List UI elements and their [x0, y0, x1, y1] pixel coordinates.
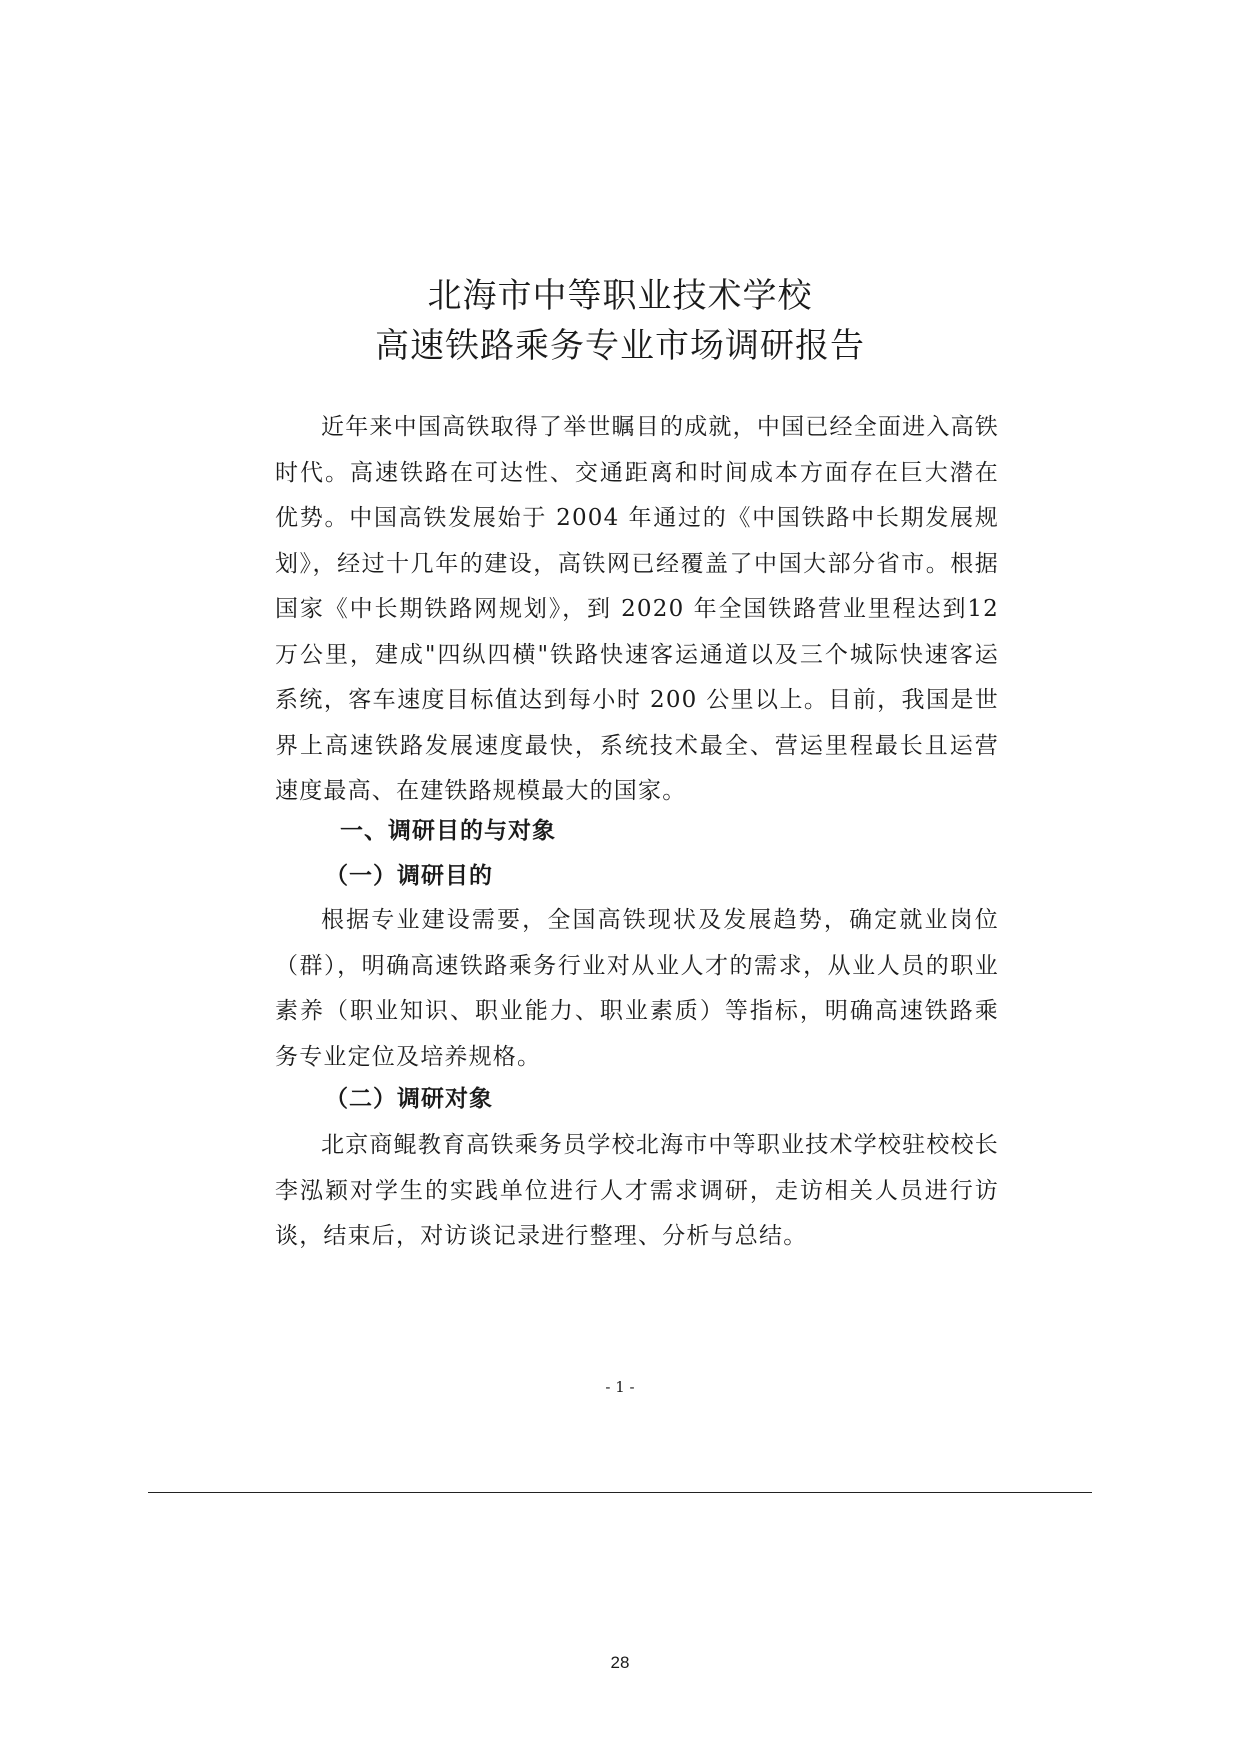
- purpose-paragraph: 根据专业建设需要，全国高铁现状及发展趋势，确定就业岗位（群），明确高速铁路乘务行业对从业人才的需求，从业人员的职业素养（职业知识、职业能力、职业素质）等指标，明确高速铁路乘务专业定位及培养规格。: [275, 907, 999, 1070]
- title-line-2: 高速铁路乘务专业市场调研报告: [375, 326, 865, 366]
- title-line-1: 北海市中等职业技术学校: [427, 276, 813, 316]
- page-divider: [148, 1492, 1092, 1493]
- section-1-heading: 一、调研目的与对象: [340, 818, 556, 844]
- outer-page-number: 28: [610, 1653, 630, 1672]
- inner-page-number: - 1 -: [605, 1378, 635, 1396]
- subsection-1-heading: （一）调研目的: [325, 863, 493, 889]
- subsection-2-heading: （二）调研对象: [325, 1086, 493, 1112]
- object-paragraph: 北京商鲲教育高铁乘务员学校北海市中等职业技术学校驻校校长李泓颖对学生的实践单位进行人才需求调研，走访相关人员进行访谈，结束后，对访谈记录进行整理、分析与总结。: [275, 1132, 999, 1249]
- intro-paragraph: 近年来中国高铁取得了举世瞩目的成就，中国已经全面进入高铁时代。高速铁路在可达性、交通距离和时间成本方面存在巨大潜在优势。中国高铁发展始于 2004 年通过的《中国铁路中长期发展规划》，经过十几年的建设，高铁网已经覆盖了中国大部分省市。根据国家《中长期铁路网规划》，到 2020 年全国铁路营业里程达到12万公里，建成"四纵四横"铁路快速客运通道以及三个城际快速客运系统，客车速度目标值达到每小时 200 公里以上。目前，我国是世界上高速铁路发展速度最快，系统技术最全、营运里程最长且运营速度最高、在建铁路规模最大的国家。: [275, 414, 999, 804]
